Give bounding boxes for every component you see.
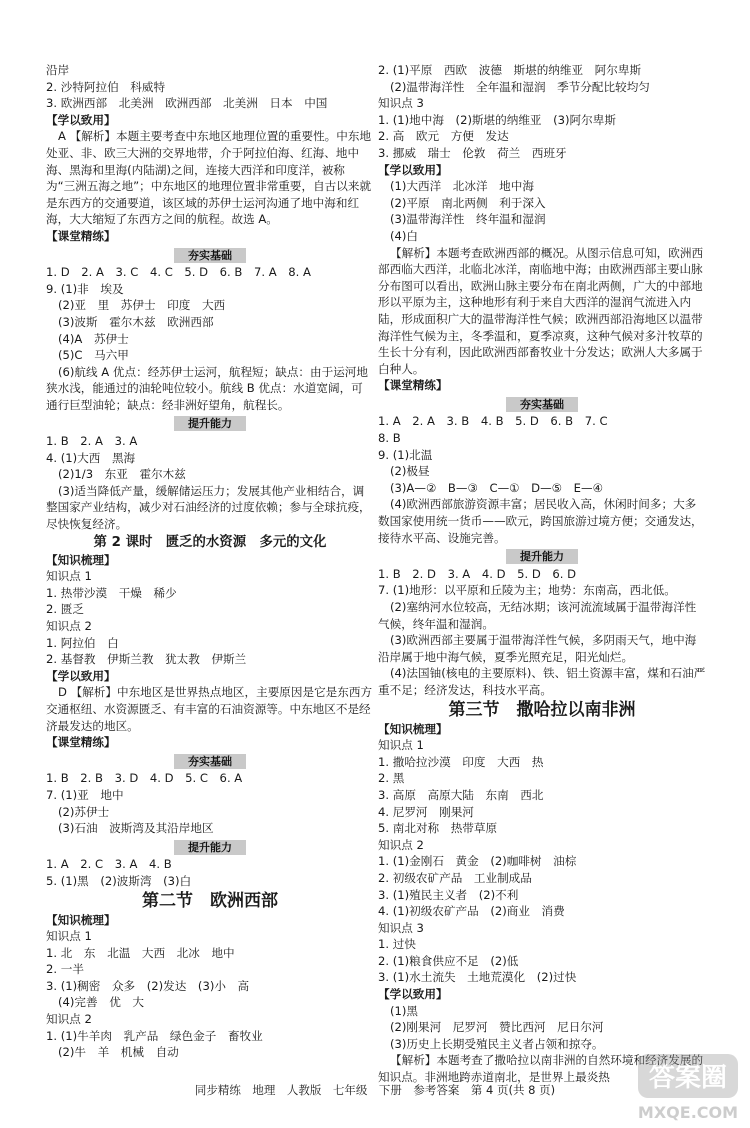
section-heading: 【学以致用】 <box>378 987 448 1002</box>
answer-line: 3. 欧洲西部 北美洲 欧洲西部 北美洲 日本 中国 <box>46 96 328 111</box>
answer-circle-logo <box>634 1052 744 1124</box>
section-badge: 提升能力 <box>506 549 578 564</box>
chapter-title: 第三节 撒哈拉以南非洲 <box>448 699 636 720</box>
answer-line: 1. D 2. A 3. C 4. C 5. D 6. B 7. A 8. A <box>46 265 311 280</box>
watermark-sub: MXQE.COM <box>637 1103 739 1122</box>
answer-line: 知识点 2 <box>378 837 424 852</box>
answer-line: 1. 撒哈拉沙漠 印度 大西 热 <box>378 754 544 769</box>
section-badge: 夯实基础 <box>506 397 578 412</box>
chapter-title: 第二节 欧洲西部 <box>142 890 278 911</box>
answer-line: 2. 高 欧元 方便 发达 <box>378 129 509 144</box>
answer-line: 知识点 1 <box>46 569 92 584</box>
answer-line: 2. (1)平原 西欧 波德 斯堪的纳维亚 阿尔卑斯 <box>378 63 642 77</box>
section-badge-wrap <box>46 415 374 432</box>
section-badge-wrap <box>378 396 706 413</box>
answer-subline: (2)亚 里 苏伊士 印度 大西 <box>58 298 226 313</box>
answer-subline: (2)极昼 <box>390 464 430 479</box>
answer-line: 知识点 1 <box>46 929 92 944</box>
explanation-paragraph: 【解析】本题考查欧洲西部的概况。从图示信息可知，欧洲西部西临大西洋，北临北冰洋，南临地中海；由欧洲西部主要山脉分布图可以看出，欧洲山脉主要分布在南北两侧，广大的中部地形以平原为主，这种地形有利于来自大西洋的湿润气流进入内陆，形成面积广大的温带海洋性气候；欧洲西部沿海地区以温带海洋性气候为主，冬季温和，夏季凉爽，这种气候对多汁牧草的生长十分有利，因此欧洲西部畜牧业十分发达；欧洲人大多属于白种人。 <box>378 245 704 376</box>
section-heading: 【课堂精练】 <box>46 228 116 243</box>
answer-line: 1. (1)牛羊肉 乳产品 绿色金子 畜牧业 <box>46 1028 263 1043</box>
answer-subline: (3)历史上长期受殖民主义者占领和掠夺。 <box>390 1036 604 1051</box>
answer-line: 知识点 2 <box>46 619 92 633</box>
section-heading: 【课堂精练】 <box>46 735 116 750</box>
answer-line: 1. 热带沙漠 干燥 稀少 <box>46 585 177 600</box>
answer-line: 2. 沙特阿拉伯 科威特 <box>46 79 166 94</box>
explanation-paragraph: D 【解析】中东地区是世界热点地区，主要原因是它是东西方交通枢纽、水资源匮乏、有丰富的石油资源等。中东地区不是经济最发达的地区。 <box>46 685 373 733</box>
answer-subline: (3)石油 波斯湾及其沿岸地区 <box>58 821 214 836</box>
section-badge-wrap <box>46 247 374 264</box>
section-badge: 夯实基础 <box>174 248 246 263</box>
answer-line: 2. (1)粮食供应不足 (2)低 <box>378 953 519 968</box>
section-badge: 夯实基础 <box>174 754 246 769</box>
section-heading: 【学以致用】 <box>46 112 116 127</box>
explanation-paragraph: (4)欧洲西部旅游资源丰富；居民收入高，休闲时间多；大多数国家使用统一货币——欧元，跨国旅游过境方便；交通发达，接待水平高、设施完善。 <box>378 497 703 545</box>
section-badge: 提升能力 <box>174 840 246 855</box>
answer-subline: (4)A 苏伊士 <box>58 331 129 346</box>
answer-line: 1. (1)地中海 (2)斯堪的纳维亚 (3)阿尔卑斯 <box>378 112 616 127</box>
answer-line: 1. 北 东 北温 大西 北冰 地中 <box>46 945 235 960</box>
section-heading: 【学以致用】 <box>46 668 116 683</box>
answer-line: 7. (1)地形：以平原和丘陵为主；地势：东南高，西北低。 <box>378 583 676 598</box>
answer-line: 2. 黑 <box>378 771 405 786</box>
answer-subline: (2)平原 南北两侧 利于深入 <box>390 195 546 210</box>
answer-subline: (5)C 马六甲 <box>58 348 129 363</box>
section-badge: 提升能力 <box>174 416 246 431</box>
answer-subline: (2)刚果河 尼罗河 赞比西河 尼日尔河 <box>390 1020 604 1035</box>
answer-line: 1. B 2. B 3. D 4. D 5. C 6. A <box>46 771 243 786</box>
explanation-paragraph: A 【解析】本题主要考查中东地区地理位置的重要性。中东地处亚、非、欧三大洲的交界地带，介于阿拉伯海、红海、地中海、黑海和里海(内陆湖)之间，连接大西洋和印度洋，被称为“三洲五海之地”；中东地区的地理位置非常重要，自古以来就是东西方的交通要道，该区域的苏伊士运河沟通了地中海和红海，大大缩短了东西方之间的航程。故选 A。 <box>46 129 372 227</box>
answer-line: 4. (1)初级农矿产品 (2)商业 消费 <box>378 904 565 919</box>
section-badge-wrap <box>378 548 706 565</box>
answer-line: 知识点 2 <box>46 1012 92 1027</box>
explanation-paragraph: (6)航线 A 优点：经苏伊士运河，航程短；缺点：由于运河地狭水浅，能通过的油轮吨位较小。航线 B 优点：水道宽阔，可通行巨型油轮；缺点：经非洲好望角，航程长。 <box>46 364 368 412</box>
answer-line: 1. B 2. A 3. A <box>46 434 138 449</box>
answer-subline: (2)温带海洋性 全年温和湿润 季节分配比较均匀 <box>390 79 650 94</box>
left-column <box>46 62 374 1061</box>
answer-line: 7. (1)亚 地中 <box>46 787 124 802</box>
answer-line: 5. 南北对称 热带草原 <box>378 821 498 836</box>
answer-line: 1. (1)金刚石 黄金 (2)咖啡树 油棕 <box>378 854 577 869</box>
answer-line: 1. B 2. D 3. A 4. D 5. D 6. D <box>378 566 577 581</box>
explanation-paragraph: (3)欧洲西部主要属于温带海洋性气候，多阴雨天气，地中海沿岸属于地中海气候，夏季光照充足，阳光灿烂。 <box>378 633 697 664</box>
right-column <box>378 62 706 1086</box>
explanation-paragraph: (2)塞纳河水位较高，无结冰期；该河流流域属于温带海洋性气候，终年温和湿润。 <box>378 600 697 631</box>
answer-subline: (1)大西洋 北冰洋 地中海 <box>390 179 534 194</box>
answer-line: 3. (1)殖民主义者 (2)不利 <box>378 887 519 902</box>
answer-line: 4. 尼罗河 刚果河 <box>378 804 474 819</box>
answer-subline: (2)牛 羊 机械 自动 <box>58 1045 179 1060</box>
answer-line: 1. A 2. C 3. A 4. B <box>46 857 172 872</box>
section-heading: 【知识梳理】 <box>46 912 116 927</box>
answer-subline: (3)波斯 霍尔木兹 欧洲西部 <box>58 314 214 329</box>
section-heading: 【课堂精练】 <box>378 378 448 393</box>
answer-line: 8. B <box>378 431 401 446</box>
explanation-paragraph: (3)适当降低产量，缓解储运压力；发展其他产业相结合，调整国家产业结构，减少对石油经济的过度依赖；参与全球抗疫，尽快恢复经济。 <box>46 483 371 532</box>
answer-line: 5. (1)黑 (2)波斯湾 (3)白 <box>46 873 192 888</box>
answer-line: 3. 高原 高原大陆 东南 西北 <box>378 787 544 802</box>
section-heading: 【知识梳理】 <box>46 552 116 567</box>
section-heading: 【学以致用】 <box>378 162 448 177</box>
answer-line: 1. 过快 <box>378 937 416 952</box>
answer-subline: (4)完善 优 大 <box>58 995 144 1010</box>
answer-line: 2. 基督教 伊斯兰教 犹太教 伊斯兰 <box>46 652 247 667</box>
answer-subline: (3)A—② B—③ C—① D—⑤ E—④ <box>390 480 603 495</box>
section-heading: 【知识梳理】 <box>378 721 448 736</box>
answer-line: 2. 匮乏 <box>46 602 84 617</box>
section-badge-wrap <box>46 753 374 770</box>
answer-line: 知识点 3 <box>378 920 424 935</box>
lesson-title: 第 2 课时 匮乏的水资源 多元的文化 <box>93 534 327 550</box>
answer-line: 1. 阿拉伯 白 <box>46 635 119 650</box>
explanation-paragraph: (4)法国铀(核电的主要原料)、铁、铝土资源丰富，煤和石油严重不足；经济发达，科技水平高。 <box>378 666 706 697</box>
answer-subline: (2)苏伊士 <box>58 804 110 819</box>
answer-line: 4. (1)大西 黑海 <box>46 450 136 465</box>
answer-subline: (4)白 <box>390 228 419 243</box>
explanation-paragraph: 【解析】本题考查了撒哈拉以南非洲的自然环境和经济发展的知识点。非洲地跨赤道南北，是世界上最炎热 <box>378 1053 704 1085</box>
answer-line: 知识点 3 <box>378 96 424 111</box>
answer-line: 沿岸 <box>46 63 70 77</box>
section-badge-wrap <box>46 839 374 856</box>
watermark-main: 答案圈 <box>648 1063 728 1093</box>
answer-subline: (3)温带海洋性 终年温和湿润 <box>390 212 546 227</box>
answer-line: 3. (1)稠密 众多 (2)发达 (3)小 高 <box>46 978 250 993</box>
answer-line: 9. (1)非 埃及 <box>46 281 124 296</box>
answer-line: 9. (1)北温 <box>378 447 433 462</box>
answer-line: 3. 挪威 瑞士 伦敦 荷兰 西班牙 <box>378 145 567 160</box>
answer-line: 2. 一半 <box>46 962 84 977</box>
page-footer: 同步精练 地理 人教版 七年级 下册 参考答案 第 4 页(共 8 页) <box>194 1083 556 1097</box>
answer-subline: (1)黑 <box>390 1003 419 1018</box>
answer-line: 1. A 2. A 3. B 4. B 5. D 6. B 7. C <box>378 414 608 429</box>
answer-line: 3. (1)水土流失 土地荒漠化 (2)过快 <box>378 970 577 985</box>
answer-line: 知识点 1 <box>378 738 424 753</box>
answer-line: 2. 初级农矿产品 工业制成品 <box>378 870 532 885</box>
answer-subline: (2)1/3 东亚 霍尔木兹 <box>58 467 186 482</box>
